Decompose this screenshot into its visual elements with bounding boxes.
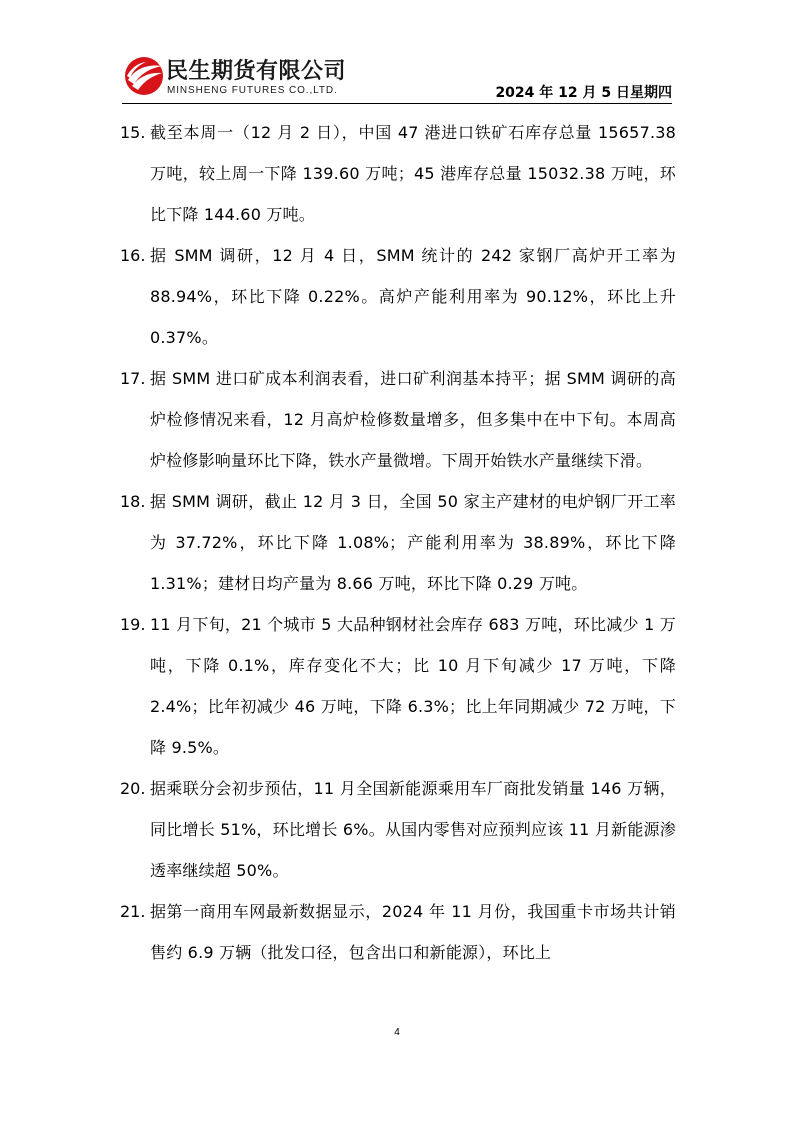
item-number: 21. <box>120 902 146 921</box>
item-number: 16. <box>120 246 146 265</box>
logo-chinese-name: 民生期货有限公司 <box>166 59 347 84</box>
list-item <box>120 481 676 604</box>
item-text: 据乘联分会初步预估，11 月全国新能源乘用车厂商批发销量 146 万辆，同比增长 51%，环比增长 6%。从国内零售对应预判应该 11 月新能源渗透率继续超 50%。 <box>150 779 676 880</box>
item-number: 20. <box>120 779 146 798</box>
header-divider <box>122 103 672 104</box>
list-item <box>120 891 676 973</box>
item-text: 11 月下旬，21 个城市 5 大品种钢材社会库存 683 万吨，环比减少 1 万吨，下降 0.1%，库存变化不大；比 10 月下旬减少 17 万吨，下降 2.4%；比年初减少 46 万吨，下降 6.3%；比上年同期减少 72 万吨，下降 9.5%。 <box>150 615 676 757</box>
news-list <box>120 112 676 973</box>
item-number: 15. <box>120 123 146 142</box>
list-item <box>120 604 676 768</box>
minsheng-logo-icon <box>122 54 166 98</box>
logo-english-name: MINSHENG FUTURES CO.,LTD. <box>167 85 338 96</box>
company-logo <box>122 52 362 102</box>
item-number: 18. <box>120 492 146 511</box>
item-number: 19. <box>120 615 146 634</box>
item-text: 据 SMM 调研，12 月 4 日，SMM 统计的 242 家钢厂高炉开工率为 88.94%，环比下降 0.22%。高炉产能利用率为 90.12%，环比上升 0.37%。 <box>150 246 676 347</box>
report-date: 2024 年 12 月 5 日星期四 <box>495 85 672 101</box>
item-number: 17. <box>120 369 146 388</box>
item-text: 截至本周一（12 月 2 日），中国 47 港进口铁矿石库存总量 15657.38 万吨，较上周一下降 139.60 万吨；45 港库存总量 15032.38 万吨，环比下降 144.60 万吨。 <box>150 123 676 224</box>
item-text: 据第一商用车网最新数据显示，2024 年 11 月份，我国重卡市场共计销售约 6.9 万辆（批发口径，包含出口和新能源），环比上 <box>150 902 676 962</box>
page-number: 4 <box>394 1027 400 1038</box>
page-header <box>122 52 672 104</box>
list-item <box>120 112 676 235</box>
item-text: 据 SMM 调研，截止 12 月 3 日，全国 50 家主产建材的电炉钢厂开工率为 37.72%，环比下降 1.08%；产能利用率为 38.89%，环比下降 1.31%；建材日均产量为 8.66 万吨，环比下降 0.29 万吨。 <box>150 492 676 593</box>
list-item <box>120 768 676 891</box>
list-item <box>120 235 676 358</box>
list-item <box>120 358 676 481</box>
item-text: 据 SMM 进口矿成本利润表看，进口矿利润基本持平；据 SMM 调研的高炉检修情况来看，12 月高炉检修数量增多，但多集中在中下旬。本周高炉检修影响量环比下降，铁水产量微增。下周开始铁水产量继续下滑。 <box>150 369 676 470</box>
